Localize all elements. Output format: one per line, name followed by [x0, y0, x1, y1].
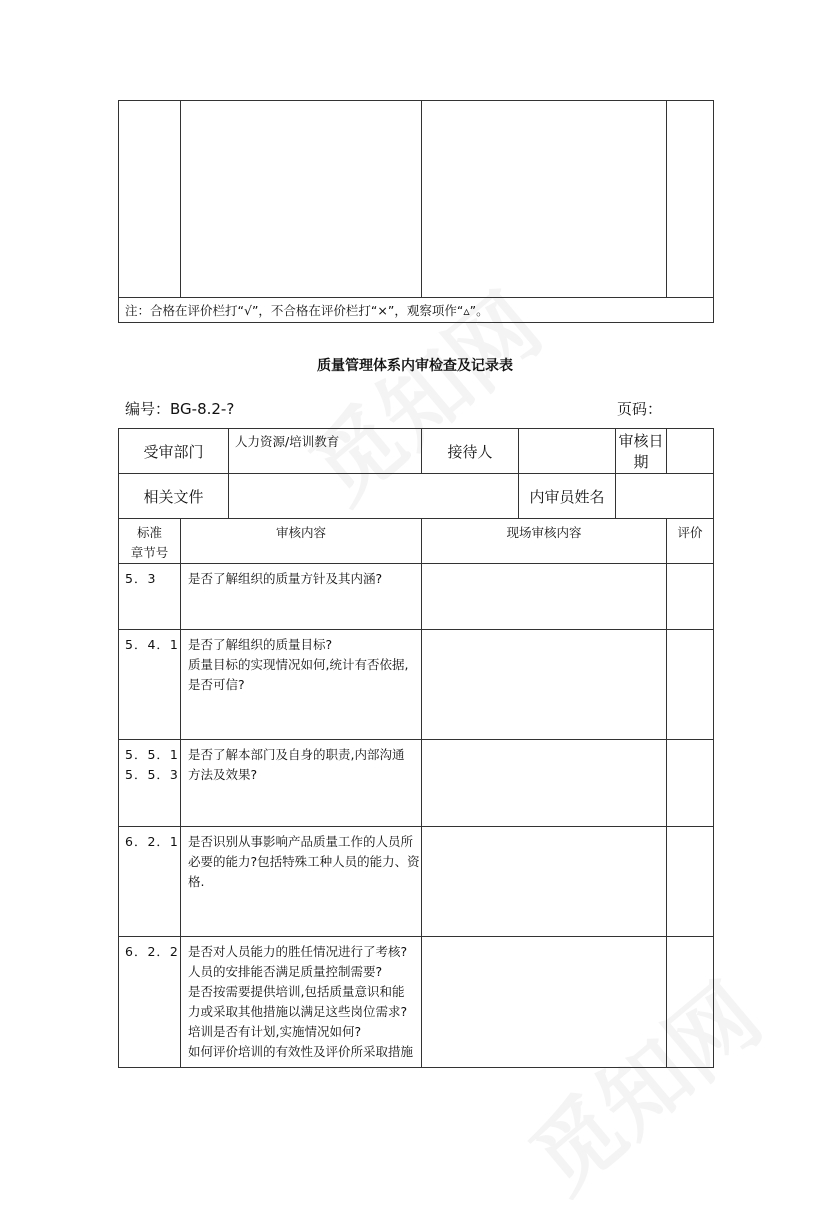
auditor-name-label: 内审员姓名	[519, 474, 616, 519]
audit-question: 是否了解组织的质量方针及其内涵?	[181, 564, 422, 630]
receiver-label: 接待人	[422, 429, 519, 474]
onsite-record-cell[interactable]	[422, 937, 667, 1068]
empty-cell	[422, 101, 667, 298]
clause-number: 5．4．1	[119, 630, 181, 740]
audit-content-header: 审核内容	[181, 519, 422, 564]
table-row	[119, 564, 714, 630]
evaluation-header: 评价	[667, 519, 714, 564]
audit-date-label: 审核日期	[616, 429, 667, 474]
audit-checklist-table	[118, 428, 714, 1068]
related-docs-value[interactable]	[229, 474, 519, 519]
evaluation-cell[interactable]	[667, 827, 714, 937]
dept-value: 人力资源/培训教育	[229, 429, 422, 474]
empty-cell	[119, 101, 181, 298]
evaluation-cell[interactable]	[667, 937, 714, 1068]
receiver-value[interactable]	[519, 429, 616, 474]
evaluation-cell[interactable]	[667, 740, 714, 827]
onsite-record-cell[interactable]	[422, 740, 667, 827]
onsite-record-cell[interactable]	[422, 564, 667, 630]
audit-question: 是否对人员能力的胜任情况进行了考核? 人员的安排能否满足质量控制需要? 是否按需要提供培训,包括质量意识和能 力或采取其他措施以满足这些岗位需求? 培训是否有计划,实施情况如何? 如何评价培训的有效性及评价所采取措施	[181, 937, 422, 1068]
table-row	[119, 827, 714, 937]
dept-label: 受审部门	[119, 429, 229, 474]
evaluation-cell[interactable]	[667, 564, 714, 630]
empty-cell	[181, 101, 422, 298]
form-title: 质量管理体系内审检查及记录表	[317, 358, 513, 374]
clause-number: 5．3	[119, 564, 181, 630]
audit-date-value[interactable]	[667, 429, 714, 474]
onsite-record-cell[interactable]	[422, 827, 667, 937]
form-code: 编号：BG-8.2-?	[125, 400, 235, 418]
page-number: 页码：	[617, 400, 663, 418]
evaluation-cell[interactable]	[667, 630, 714, 740]
clause-number: 5．5．1 5．5．3	[119, 740, 181, 827]
previous-table-tail	[118, 100, 714, 323]
audit-question: 是否了解本部门及自身的职责,内部沟通 方法及效果?	[181, 740, 422, 827]
evaluation-note: 注：合格在评价栏打“√”，不合格在评价栏打“×”，观察项作“▵”。	[119, 298, 714, 323]
onsite-record-cell[interactable]	[422, 630, 667, 740]
related-docs-label: 相关文件	[119, 474, 229, 519]
auditor-name-value[interactable]	[616, 474, 714, 519]
audit-question: 是否了解组织的质量目标? 质量目标的实现情况如何,统计有否依据, 是否可信?	[181, 630, 422, 740]
audit-question: 是否识别从事影响产品质量工作的人员所 必要的能力?包括特殊工种人员的能力、资 格.	[181, 827, 422, 937]
clause-number: 6．2．2	[119, 937, 181, 1068]
table-row	[119, 740, 714, 827]
clause-column-header: 标准 章节号	[119, 519, 181, 564]
table-row	[119, 630, 714, 740]
clause-number: 6．2．1	[119, 827, 181, 937]
table-row	[119, 937, 714, 1068]
empty-cell	[667, 101, 714, 298]
onsite-audit-header: 现场审核内容	[422, 519, 667, 564]
